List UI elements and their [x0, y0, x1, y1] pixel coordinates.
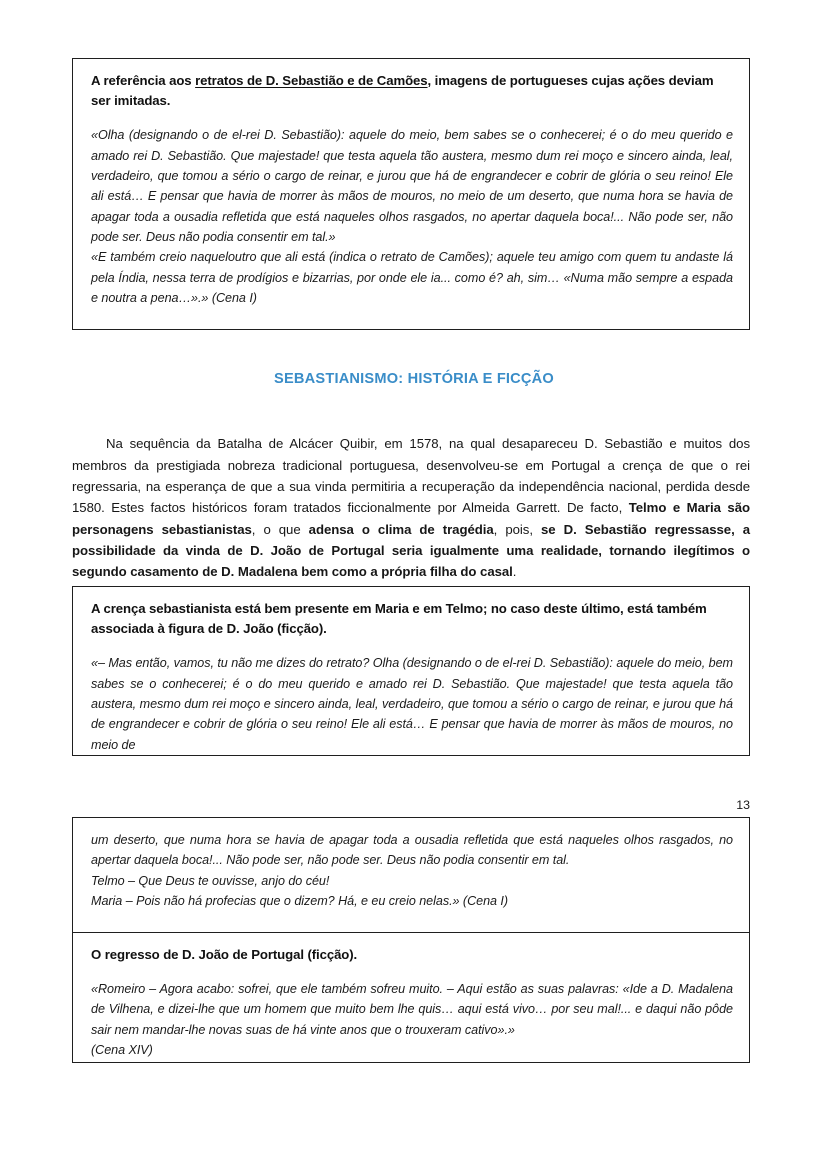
callout-box-continuacao-quote [72, 817, 750, 933]
paragraph-segment-3: , pois, [493, 521, 541, 537]
box1-title-part2: , imagens de portugueses cujas ações deviam ser imitadas. [91, 73, 714, 109]
body-paragraph-sebastianismo [72, 433, 750, 583]
box1-quote-2: «E também creio naqueloutro que ali está (indica o retrato de Camões); aquele teu amigo com quem tu andaste lá pela Índia, nessa terra de prodígios e bizarrias, por onde ele ia... como é? ah, sim… «Numa mão sempre a espada e noutra a pena…».» (Cena I) [91, 250, 733, 306]
box2-title: A crença sebastianista está bem presente em Maria e em Telmo; no caso deste último, está também associada à figura de D. João (ficção). [91, 601, 707, 637]
page-number: 13 [736, 798, 750, 812]
section-heading-sebastianismo: SEBASTIANISMO: HISTÓRIA E FICÇÃO [274, 371, 554, 387]
paragraph-segment-1: Na sequência da Batalha de Alcácer Quibir, em 1578, na qual desapareceu D. Sebastião e muitos dos membros da prestigiada nobreza tradicional portuguesa, desenvolveu-se em Portugal a crença de que o rei regressaria, na esperança de que a sua vinda permitiria a recuperação da independência nacional, perdida desde 1580. Estes factos históricos foram tratados ficcionalmente por Almeida Garrett. De facto, [72, 436, 750, 516]
box4-title: O regresso de D. João de Portugal (ficção). [91, 947, 358, 962]
paragraph-bold-1: Telmo e Maria são personagens sebastianistas [72, 500, 750, 537]
paragraph-bold-3: se D. Sebastião regressasse, a possibilidade da vinda de D. João de Portugal seria igualmente uma realidade, tornando ilegítimos o segundo casamento de D. Madalena bem como a própria filha do casal [72, 521, 751, 580]
callout-box-regresso-d-joao [72, 932, 750, 1063]
box4-quote-1: «Romeiro – Agora acabo: sofrei, que ele também sofreu muito. – Aqui estão as suas palavras: «Ide a D. Madalena de Vilhena, e dizei-lhe que um homem que muito bem lhe quis… aqui está vivo… por seu mal!... e daqui não pôde sair nem mandar-lhe novas suas de há vinte anos que o trouxeram cativo».» [91, 982, 733, 1037]
box1-title [91, 71, 733, 111]
callout-box-retratos [72, 58, 750, 330]
box1-title-part1: A referência aos [91, 73, 196, 88]
paragraph-segment-2: , o que [251, 521, 309, 537]
box3-quote-3: Maria – Pois não há profecias que o dizem? Há, e eu creio nelas.» (Cena I) [91, 894, 509, 909]
paragraph-bold-2: adensa o clima de tragédia [308, 521, 494, 537]
box3-quote-1: um deserto, que numa hora se havia de apagar toda a ousadia refletida que está naqueles olhos rasgados, no apertar daquela boca!... Não pode ser, não pode ser. Deus não podia consentir em tal. [91, 833, 733, 868]
box1-quote-1: «Olha (designando o de el-rei D. Sebastião): aquele do meio, bem sabes se o conhecerei; é o do meu querido e amado rei D. Sebastião. Que majestade! que testa aquela tão austera, mesmo dum rei moço e sincero ainda, leal, verdadeiro, que tomou a sério o cargo de reinar, e jurou que há de engrandecer e cobrir de glória o seu reino! Ele ali está… E pensar que havia de morrer às mãos de mouros, no meio de um deserto, que numa hora se havia de apagar toda a ousadia refletida que está naqueles olhos rasgados, no apertar daquela boca!... Não pode ser, não pode ser. Deus não podia consentir em tal.» [91, 128, 733, 245]
callout-box-crenca-sebastianista [72, 586, 750, 756]
box1-title-underlined: retratos de D. Sebastião e de Camões [195, 73, 428, 88]
box4-quote-2: (Cena XIV) [91, 1043, 153, 1058]
paragraph-segment-4: . [512, 564, 517, 580]
box3-quote-2: Telmo – Que Deus te ouvisse, anjo do céu! [91, 873, 330, 888]
box2-quote-1: «– Mas então, vamos, tu não me dizes do retrato? Olha (designando o de el-rei D. Sebastião): aquele do meio, bem sabes se o conhecerei; é o do meu querido e amado rei D. Sebastião. Que majestade! que testa aquela tão austera, mesmo dum rei moço e sincero ainda, leal, verdadeiro, que tomou a sério o cargo de reinar, e jurou que há de engrandecer e cobrir de glória o seu reino! Ele ali está… E pensar que havia de morrer às mãos de mouros, no meio de [91, 656, 733, 752]
